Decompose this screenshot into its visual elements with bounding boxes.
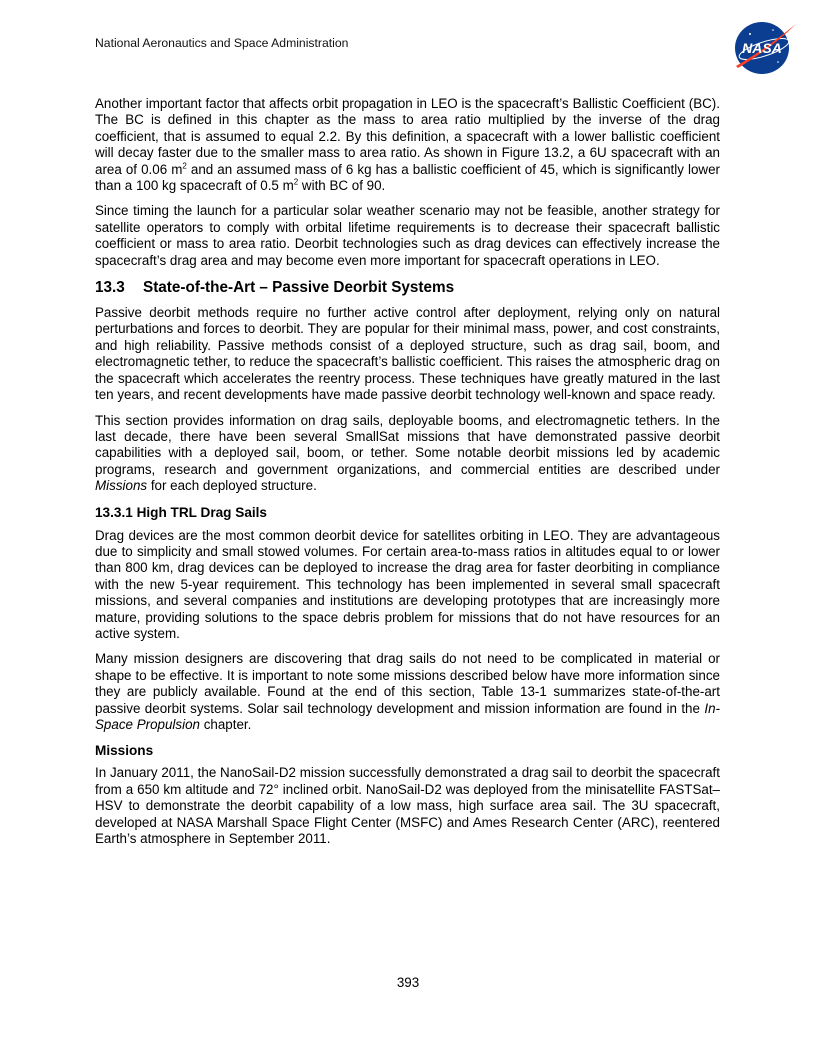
subsection-heading-13-3-1: 13.3.1 High TRL Drag Sails [95, 504, 267, 520]
page-number: 393 [396, 975, 420, 990]
paragraph-mission-designers: Many mission designers are discovering that drag sails do not need to be complicated in material or shape to be effective. It is important to note some missions described below have more information since they are publicly available. Found at the end of this section, Table 13-1 summarizes state-of-the-art passive deorbit systems. Solar sail technology development and mission information are found in the In-Space Propulsion chapter. [95, 651, 720, 732]
paragraph-drag-devices: Drag devices are the most common deorbit device for satellites orbiting in LEO. They are advantageous due to simplicity and small stowed volumes. For certain area-to-mass ratios in altitudes equal to or lower than 800 km, drag devices can be deployed to increase the drag area for faster deorbiting in compliance with the new 5-year requirement. This technology has been implemented in several small spacecraft missions, and several companies and institutions are developing prototypes that are increasingly more mature, providing solutions to the space debris problem for missions that do not have resources for an active system. [95, 527, 720, 641]
paragraph-passive-deorbit: Passive deorbit methods require no further active control after deployment, relying only on natural perturbations and forces to deorbit. They are popular for their minimal mass, power, and cost constraints, and high reliability. Passive methods consist of a deployed structure, such as drag sail, boom, and electromagnetic tether, to reduce the spacecraft’s ballistic coefficient. This raises the atmospheric drag on the spacecraft which accelerates the reentry process. These techniques have greatly matured in the last ten years, and recent developments have made passive deorbit technology well-known and space ready. [95, 305, 720, 403]
nasa-logo [728, 18, 800, 78]
nasa-logo-text: NASA [742, 40, 782, 56]
paragraph-ballistic-coefficient: Another important factor that affects orbit propagation in LEO is the spacecraft’s Ballistic Coefficient (BC). The BC is defined in this chapter as the mass to area ratio multiplied by the inverse of the drag coefficient, that is assumed to equal 2.2. By this definition, a spacecraft with a lower ballistic coefficient will decay faster due to the smaller mass to area ratio. As shown in Figure 13.2, a 6U spacecraft with an area of 0.06 $m^2$ and an assumed mass of 6 kg has a ballistic coefficient of 45, which is significantly lower than a 100 kg spacecraft of 0.5 $m^2$ with BC of 90. [95, 96, 720, 194]
document-body [95, 96, 720, 856]
header-organization: National Aeronautics and Space Administration [95, 36, 349, 50]
paragraph-nanosail-d2: In January 2011, the NanoSail-D2 mission successfully demonstrated a drag sail to deorbit the spacecraft from a 650 km altitude and 72° inclined orbit. NanoSail-D2 was deployed from the minisatellite FASTSat–HSV to demonstrate the deorbit capability of a low mass, high surface area sail. The 3U spacecraft, developed at NASA Marshall Space Flight Center (MSFC) and Ames Research Center (ARC), reentered Earth’s atmosphere in September 2011. [95, 765, 720, 847]
missions-heading: Missions [95, 743, 154, 759]
section-heading-13-3: 13.3 State-of-the-Art – Passive Deorbit Systems [95, 279, 455, 297]
paragraph-launch-timing: Since timing the launch for a particular solar weather scenario may not be feasible, another strategy for satellite operators to comply with orbital lifetime requirements is to decrease their spacecraft ballistic coefficient or mass to area ratio. Deorbit technologies such as drag devices can effectively increase the spacecraft’s drag area and may become even more important for spacecraft operations in LEO. [95, 203, 720, 268]
paragraph-section-overview: This section provides information on drag sails, deployable booms, and electromagnetic tethers. In the last decade, there have been several SmallSat missions that have demonstrated passive deorbit capabilities with a deployed sail, boom, or tether. Some notable deorbit missions led by academic programs, research and government organizations, and commercial entities are described under Missions for each deployed structure. [95, 412, 720, 494]
